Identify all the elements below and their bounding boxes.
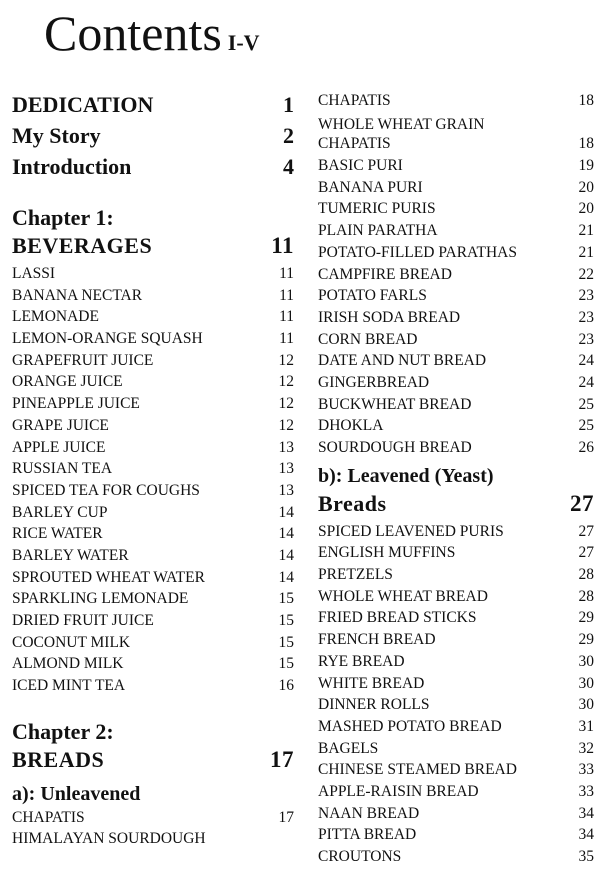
toc-entry xyxy=(318,544,594,566)
toc-entry-label: CHAPATIS xyxy=(12,808,85,826)
left-column xyxy=(12,92,294,852)
toc-entry-label: BAGELS xyxy=(318,739,379,757)
toc-entry-page: 13 xyxy=(278,460,294,478)
toc-entry-label: RICE WATER xyxy=(12,525,103,543)
toc-entry xyxy=(318,222,594,244)
chapter-heading: Chapter 1: xyxy=(12,205,114,230)
toc-entry-page: 33 xyxy=(578,782,594,800)
toc-entry xyxy=(318,805,594,827)
toc-entry-label: APPLE-RAISIN BREAD xyxy=(318,782,479,800)
front-matter-entry xyxy=(12,92,294,123)
toc-entry-page: 29 xyxy=(578,609,594,627)
toc-entry-label: PLAIN PARATHA xyxy=(318,222,438,240)
toc-entry-page: 25 xyxy=(578,395,594,413)
section-heading-label: BEVERAGES xyxy=(12,233,153,258)
toc-entry-label: HIMALAYAN SOURDOUGH xyxy=(12,830,206,848)
toc-entry xyxy=(318,675,594,697)
toc-entry xyxy=(12,395,294,417)
toc-entry xyxy=(12,677,294,699)
front-matter-entry-page: 4 xyxy=(283,154,294,179)
toc-entry-label: DINNER ROLLS xyxy=(318,696,430,714)
toc-entry-page: 15 xyxy=(278,655,294,673)
toc-entry-page: 11 xyxy=(279,308,294,326)
toc-entry-line1: WHOLE WHEAT GRAIN xyxy=(318,115,485,133)
toc-entry-label: IRISH SODA BREAD xyxy=(318,308,461,326)
toc-entry-label: FRENCH BREAD xyxy=(318,631,436,649)
toc-entry-label: ORANGE JUICE xyxy=(12,373,123,391)
title-range: I-V xyxy=(227,30,260,55)
toc-entry xyxy=(12,287,294,309)
toc-entry-label: GINGERBREAD xyxy=(318,373,430,391)
toc-entry xyxy=(12,460,294,482)
toc-entry-page: 28 xyxy=(578,566,594,584)
toc-entry-page: 26 xyxy=(578,439,594,456)
toc-entry-label: GRAPE JUICE xyxy=(12,416,109,434)
toc-entry-label: LEMONADE xyxy=(12,308,99,326)
toc-entry-page: 34 xyxy=(578,826,594,844)
toc-entry-label: BANANA NECTAR xyxy=(12,286,143,304)
toc-entry-label: ICED MINT TEA xyxy=(12,677,126,695)
toc-entry xyxy=(318,200,594,222)
toc-entry-page: 24 xyxy=(578,352,594,370)
toc-entry-page: 15 xyxy=(278,612,294,629)
toc-entry-label: ENGLISH MUFFINS xyxy=(318,544,456,562)
toc-entry-page: 23 xyxy=(578,330,594,348)
toc-entry-label: BUCKWHEAT BREAD xyxy=(318,395,472,413)
toc-entry-label: CHAPATIS xyxy=(318,135,391,153)
toc-entry-label: WHITE BREAD xyxy=(318,674,425,692)
toc-entry-label: POTATO FARLS xyxy=(318,287,427,305)
toc-entry xyxy=(318,92,594,114)
toc-entry xyxy=(318,740,594,762)
section-heading-label: BREADS xyxy=(12,746,105,772)
toc-entry-page: 17 xyxy=(278,808,294,826)
toc-entry-page: 33 xyxy=(578,761,594,779)
toc-entry xyxy=(318,374,594,396)
toc-entry xyxy=(318,439,594,461)
toc-entry xyxy=(318,761,594,783)
toc-entry-page: 22 xyxy=(578,265,594,283)
toc-entry-page: 32 xyxy=(578,739,594,757)
toc-entry xyxy=(12,352,294,374)
toc-entry-page: 14 xyxy=(278,503,294,521)
toc-entry-label: BANANA PURI xyxy=(318,178,423,196)
toc-entry-page: 29 xyxy=(578,631,594,649)
section-heading-page: 11 xyxy=(271,233,294,258)
toc-entry xyxy=(12,504,294,526)
toc-entry-page: 11 xyxy=(279,330,294,348)
toc-entry xyxy=(12,809,294,831)
front-matter-entry-label: My Story xyxy=(12,123,101,148)
toc-entry-label: TUMERIC PURIS xyxy=(318,200,436,218)
toc-entry-label: RUSSIAN TEA xyxy=(12,460,113,478)
toc-entry-page: 13 xyxy=(278,481,294,499)
toc-entry-page: 13 xyxy=(278,438,294,456)
section-heading-page: 27 xyxy=(570,490,594,516)
toc-entry-label: DATE AND NUT BREAD xyxy=(318,352,487,370)
toc-entry-label: RYE BREAD xyxy=(318,652,405,670)
toc-entry xyxy=(318,566,594,588)
section-heading-page: 17 xyxy=(270,746,294,772)
toc-entry-page: 16 xyxy=(278,677,294,695)
toc-entry xyxy=(318,244,594,266)
toc-entry-page: 14 xyxy=(278,568,294,586)
toc-entry-label: SPROUTED WHEAT WATER xyxy=(12,568,205,586)
toc-entry xyxy=(12,265,294,287)
toc-entry-page: 18 xyxy=(578,135,594,153)
toc-entry-label: GRAPEFRUIT JUICE xyxy=(12,351,154,369)
toc-entry-label: DRIED FRUIT JUICE xyxy=(12,612,154,629)
toc-entry xyxy=(12,655,294,677)
page-title xyxy=(44,2,260,74)
section-heading xyxy=(318,491,594,523)
toc-entry-page: 11 xyxy=(279,286,294,304)
toc-entry xyxy=(318,352,594,374)
toc-entry-label: CROUTONS xyxy=(318,848,402,865)
toc-entry-label: POTATO-FILLED PARATHAS xyxy=(318,243,517,261)
toc-entry-page: 12 xyxy=(278,416,294,434)
toc-entry-label: PRETZELS xyxy=(318,566,393,584)
toc-entry-page: 12 xyxy=(278,373,294,391)
toc-entry-page: 23 xyxy=(578,308,594,326)
toc-entry-page: 20 xyxy=(578,178,594,196)
toc-entry-label: LEMON-ORANGE SQUASH xyxy=(12,330,203,348)
section-heading xyxy=(12,747,294,779)
toc-entry-label: CORN BREAD xyxy=(318,330,418,348)
toc-entry xyxy=(318,848,594,870)
toc-entry xyxy=(12,590,294,612)
toc-entry-page: 30 xyxy=(578,652,594,670)
section-heading xyxy=(12,233,294,265)
toc-entry xyxy=(318,135,594,157)
toc-entry-label: SOURDOUGH BREAD xyxy=(318,439,472,456)
toc-entry-label: CHAPATIS xyxy=(318,92,391,109)
front-matter-entry-page: 2 xyxy=(283,123,294,148)
toc-entry-page: 30 xyxy=(578,696,594,714)
toc-entry-label: BASIC PURI xyxy=(318,157,403,175)
toc-entry-label: APPLE JUICE xyxy=(12,438,106,456)
toc-entry xyxy=(12,373,294,395)
front-matter-entry-page: 1 xyxy=(283,92,294,117)
front-matter-entry xyxy=(12,154,294,185)
toc-entry-page: 20 xyxy=(578,200,594,218)
toc-entry-label: BARLEY CUP xyxy=(12,503,108,521)
toc-entry xyxy=(12,482,294,504)
toc-entry xyxy=(318,266,594,288)
toc-entry-label: FRIED BREAD STICKS xyxy=(318,609,477,627)
front-matter-entry-label: Introduction xyxy=(12,154,132,179)
toc-entry-page: 14 xyxy=(278,546,294,564)
toc-entry-page: 34 xyxy=(578,804,594,822)
toc-entry-label: ALMOND MILK xyxy=(12,655,124,673)
toc-entry xyxy=(318,179,594,201)
toc-entry-label: CHINESE STEAMED BREAD xyxy=(318,761,517,779)
toc-entry-label: SPICED LEAVENED PURIS xyxy=(318,522,504,540)
toc-entry-label: COCONUT MILK xyxy=(12,633,131,651)
toc-entry-page: 21 xyxy=(578,222,594,240)
toc-entry-label: SPICED TEA FOR COUGHS xyxy=(12,481,200,499)
toc-entry-page: 24 xyxy=(578,373,594,391)
toc-entry xyxy=(318,783,594,805)
toc-entry-label: PITTA BREAD xyxy=(318,826,417,844)
spacer xyxy=(12,699,294,717)
toc-entry xyxy=(318,609,594,631)
toc-entry xyxy=(318,696,594,718)
toc-entry-label: PINEAPPLE JUICE xyxy=(12,395,140,413)
toc-entry-label: CAMPFIRE BREAD xyxy=(318,265,452,283)
toc-entry xyxy=(12,547,294,569)
chapter-heading: Chapter 2: xyxy=(12,718,114,744)
toc-entry-page: 27 xyxy=(578,522,594,540)
toc-entry-page: 18 xyxy=(578,92,594,109)
toc-entry-label: LASSI xyxy=(12,265,56,282)
subsection-heading: b): Leavened (Yeast) xyxy=(318,464,494,487)
subsection-heading: a): Unleavened xyxy=(12,782,141,805)
toc-entry xyxy=(318,331,594,353)
toc-entry-page: 14 xyxy=(278,525,294,543)
toc-entry-label: MASHED POTATO BREAD xyxy=(318,717,502,735)
toc-entry-page: 35 xyxy=(578,848,594,865)
title-main: Contents xyxy=(44,5,222,61)
toc-entry-label: NAAN BREAD xyxy=(318,804,420,822)
toc-entry xyxy=(12,569,294,591)
toc-entry xyxy=(318,718,594,740)
spacer xyxy=(12,185,294,203)
toc-entry xyxy=(12,612,294,634)
toc-entry-page: 12 xyxy=(278,395,294,413)
toc-entry xyxy=(12,308,294,330)
toc-entry xyxy=(12,634,294,656)
toc-entry xyxy=(318,826,594,848)
toc-entry xyxy=(318,523,594,545)
toc-entry-page: 12 xyxy=(278,351,294,369)
toc-entry-page: 21 xyxy=(578,243,594,261)
front-matter-entry xyxy=(12,123,294,154)
toc-entry xyxy=(318,287,594,309)
toc-entry xyxy=(318,309,594,331)
section-heading-label: Breads xyxy=(318,490,387,516)
toc-entry xyxy=(12,830,294,852)
toc-entry xyxy=(318,157,594,179)
right-column xyxy=(318,92,594,870)
toc-entry-label: BARLEY WATER xyxy=(12,546,129,564)
toc-entry-page: 15 xyxy=(278,590,294,608)
toc-entry xyxy=(318,396,594,418)
toc-entry xyxy=(318,631,594,653)
toc-entry-page: 25 xyxy=(578,417,594,435)
toc-entry-label: WHOLE WHEAT BREAD xyxy=(318,587,488,605)
toc-entry-label: DHOKLA xyxy=(318,417,384,435)
front-matter-entry-label: DEDICATION xyxy=(12,92,154,117)
toc-entry-page: 28 xyxy=(578,587,594,605)
toc-entry-page: 15 xyxy=(278,633,294,651)
toc-entry xyxy=(12,330,294,352)
toc-entry-page: 30 xyxy=(578,674,594,692)
toc-entry xyxy=(318,653,594,675)
toc-entry xyxy=(318,588,594,610)
toc-entry xyxy=(12,525,294,547)
toc-entry-label: SPARKLING LEMONADE xyxy=(12,590,189,608)
toc-entry-page: 23 xyxy=(578,287,594,305)
toc-entry-page: 11 xyxy=(279,265,294,282)
toc-entry xyxy=(318,417,594,439)
toc-entry-page: 27 xyxy=(578,544,594,562)
toc-entry-page: 31 xyxy=(578,717,594,735)
toc-entry xyxy=(12,417,294,439)
toc-entry xyxy=(12,439,294,461)
toc-entry-page: 19 xyxy=(578,157,594,175)
